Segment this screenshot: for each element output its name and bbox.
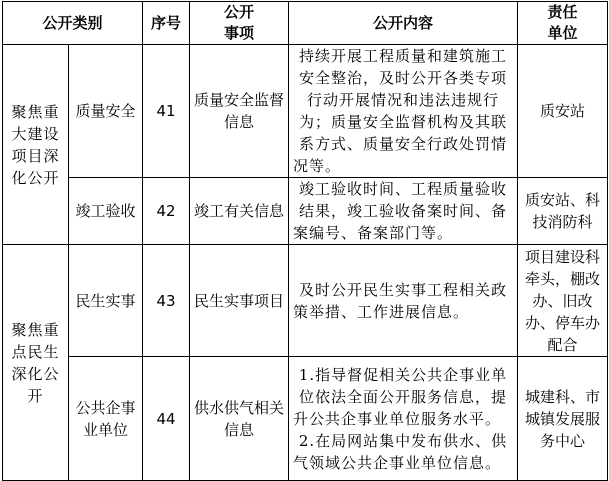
table-row: [3, 245, 608, 357]
subcategory-cell: 竣工验收: [69, 178, 143, 245]
unit-cell: 城建科、市城镇发展服务中心: [518, 357, 608, 481]
header-unit: [518, 2, 608, 45]
table-row: [3, 45, 608, 178]
header-item-line1: 公开: [224, 3, 255, 21]
content-cell: 竣工验收时间、工程质量验收结果，竣工验收备案时间、备案编号、备案部门等。: [289, 178, 518, 245]
item-cell: 供水供气相关信息: [190, 357, 289, 481]
item-cell: 竣工有关信息: [190, 178, 289, 245]
item-cell: 质量安全监督信息: [190, 45, 289, 178]
item-cell: 民生实事项目: [190, 245, 289, 357]
category-cell: 聚焦重大建设项目深化公开: [3, 45, 69, 245]
content-cell: 持续开展工程质量和建筑施工安全整治，及时公开各类专项行动开展情况和违法违规行为；质量安全监督机构及其联系方式、质量安全行政处罚情况等。: [289, 45, 518, 178]
content-cell: [289, 357, 518, 481]
serial-cell: 43: [143, 245, 190, 357]
header-unit-line1: 责任: [547, 3, 578, 21]
table-row: [3, 178, 608, 245]
serial-cell: 42: [143, 178, 190, 245]
unit-cell: 项目建设科牵头，棚改办、旧改办、停车办配合: [518, 245, 608, 357]
header-row: [3, 2, 608, 45]
header-serial: 序号: [143, 2, 190, 45]
header-item-line2: 事项: [224, 24, 255, 42]
header-content: 公开内容: [289, 2, 518, 45]
unit-cell: 质安站、科技消防科: [518, 178, 608, 245]
table-row: [3, 357, 608, 481]
content-line-2: 2.在局网站集中发布供水、供气领域公共企事业单位信息。: [293, 431, 508, 472]
header-category: 公开类别: [3, 2, 143, 45]
unit-cell: 质安站: [518, 45, 608, 178]
category-cell: 聚焦重点民生深化公开: [3, 245, 69, 481]
subcategory-cell: 公共企事业单位: [69, 357, 143, 481]
subcategory-cell: 质量安全: [69, 45, 143, 178]
content-line-1: 1.指导督促相关公共企事业单位依法全面公开服务信息，提升公共企事业单位服务水平。: [293, 365, 508, 428]
serial-cell: 44: [143, 357, 190, 481]
header-item: [190, 2, 289, 45]
serial-cell: 41: [143, 45, 190, 178]
header-unit-line2: 单位: [547, 24, 578, 42]
content-cell: 及时公开民生实事工程相关政策举措、工作进展信息。: [289, 245, 518, 357]
disclosure-table: [2, 1, 608, 481]
subcategory-cell: 民生实事: [69, 245, 143, 357]
